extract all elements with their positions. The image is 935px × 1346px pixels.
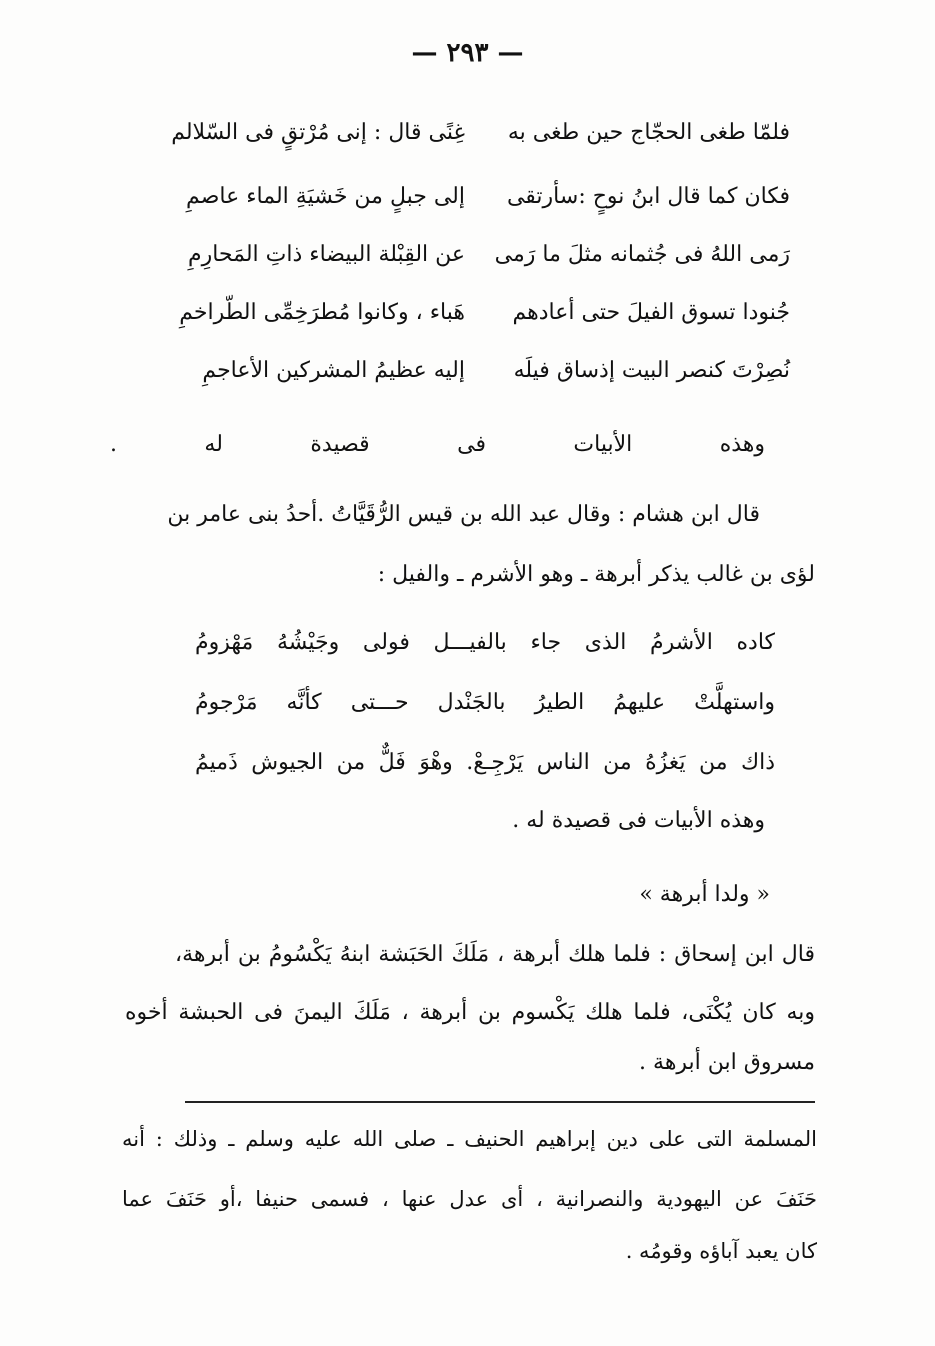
section-heading: « ولدا أبرهة »	[639, 882, 770, 907]
paragraph-line: لؤى بن غالب يذكر أبرهة ـ وهو الأشرم ـ والفيل :	[377, 562, 815, 587]
verse-second-hemistich: إلى جبلٍ من خَشيَةِ الماء عاصمِ	[186, 184, 465, 209]
footnote-line: المسلمة التى على دين إبراهيم الحنيف ـ صلى الله عليه وسلم ـ وذلك : أنه	[122, 1127, 817, 1151]
verse-first-hemistich: رَمى اللهُ فى جُثمانه مثلَ ما رَمى	[494, 242, 790, 267]
verse-second-hemistich: إليه عظيمُ المشركين الأعاجمِ	[202, 358, 465, 383]
verse-second-hemistich: هَباء ، وكانوا مُطرَخِمِّى الطّراخمِ	[179, 300, 465, 325]
verse-first-hemistich: نُصِرْتَ كنصر البيت إذساق فيلَه	[513, 358, 790, 383]
footnote-line: كان يعبد آباؤه وقومُه .	[625, 1239, 817, 1263]
verse-second-hemistich: عن القِبْلة البيضاء ذاتِ المَحارِمِ	[187, 242, 465, 267]
paragraph-line: قال ابن هشام : وقال عبد الله بن قيس الرُّقَيَّاتُ .أحدُ بنى عامر بن	[167, 502, 760, 527]
verse-first-hemistich: جُنودا تسوق الفيلَ حتى أعادهم	[512, 300, 790, 325]
note-line: وهذه الأبيات فى قصيدة له .	[110, 432, 765, 457]
verse-second-hemistich: غِنًى قال : إنى مُرْتقٍ فى السّلالم	[171, 120, 465, 145]
page-number: — ٢٩٣ —	[411, 38, 524, 68]
verse-first-hemistich: فلمّا طغى الحجّاج حين طغى به	[507, 120, 790, 145]
verse-line: ذاك من يَغزُهُ من الناس يَرْجِـعْ. وهْوَ فَلٌّ من الجيوش ذَميمُ	[195, 750, 775, 775]
verse-line: كاده الأشرمُ الذى جاء بالفيـــل فولى وجَيْشُهُ مَهْزومُ	[195, 630, 775, 655]
verse-line: واستهلَّتْ عليهمُ الطيرُ بالجَنْدل حـــتى كأنَّه مَرْجومُ	[195, 690, 775, 715]
note-line: وهذه الأبيات فى قصيدة له .	[512, 808, 765, 833]
paragraph-line: وبه كان يُكْنَى، فلما هلك يَكْسوم بن أبرهة ، مَلَكَ اليمنَ فى الحبشة أخوه	[125, 1000, 815, 1025]
paragraph-line: مسروق ابن أبرهة .	[639, 1050, 815, 1075]
verse-first-hemistich: فكان كما قال ابنُ نوحٍ :سأرتقى	[506, 184, 790, 209]
paragraph-line: قال ابن إسحاق : فلما هلك أبرهة ، مَلَكَ الحَبَشة ابنهُ يَكْسُومُ بن أبرهة،	[175, 942, 815, 967]
footnote-line: حَنَفَ عن اليهودية والنصرانية ، أى عدل عنها ، فسمى حنيفا ،أو حَنَفَ عما	[122, 1187, 817, 1211]
footnote-separator	[185, 1101, 815, 1103]
